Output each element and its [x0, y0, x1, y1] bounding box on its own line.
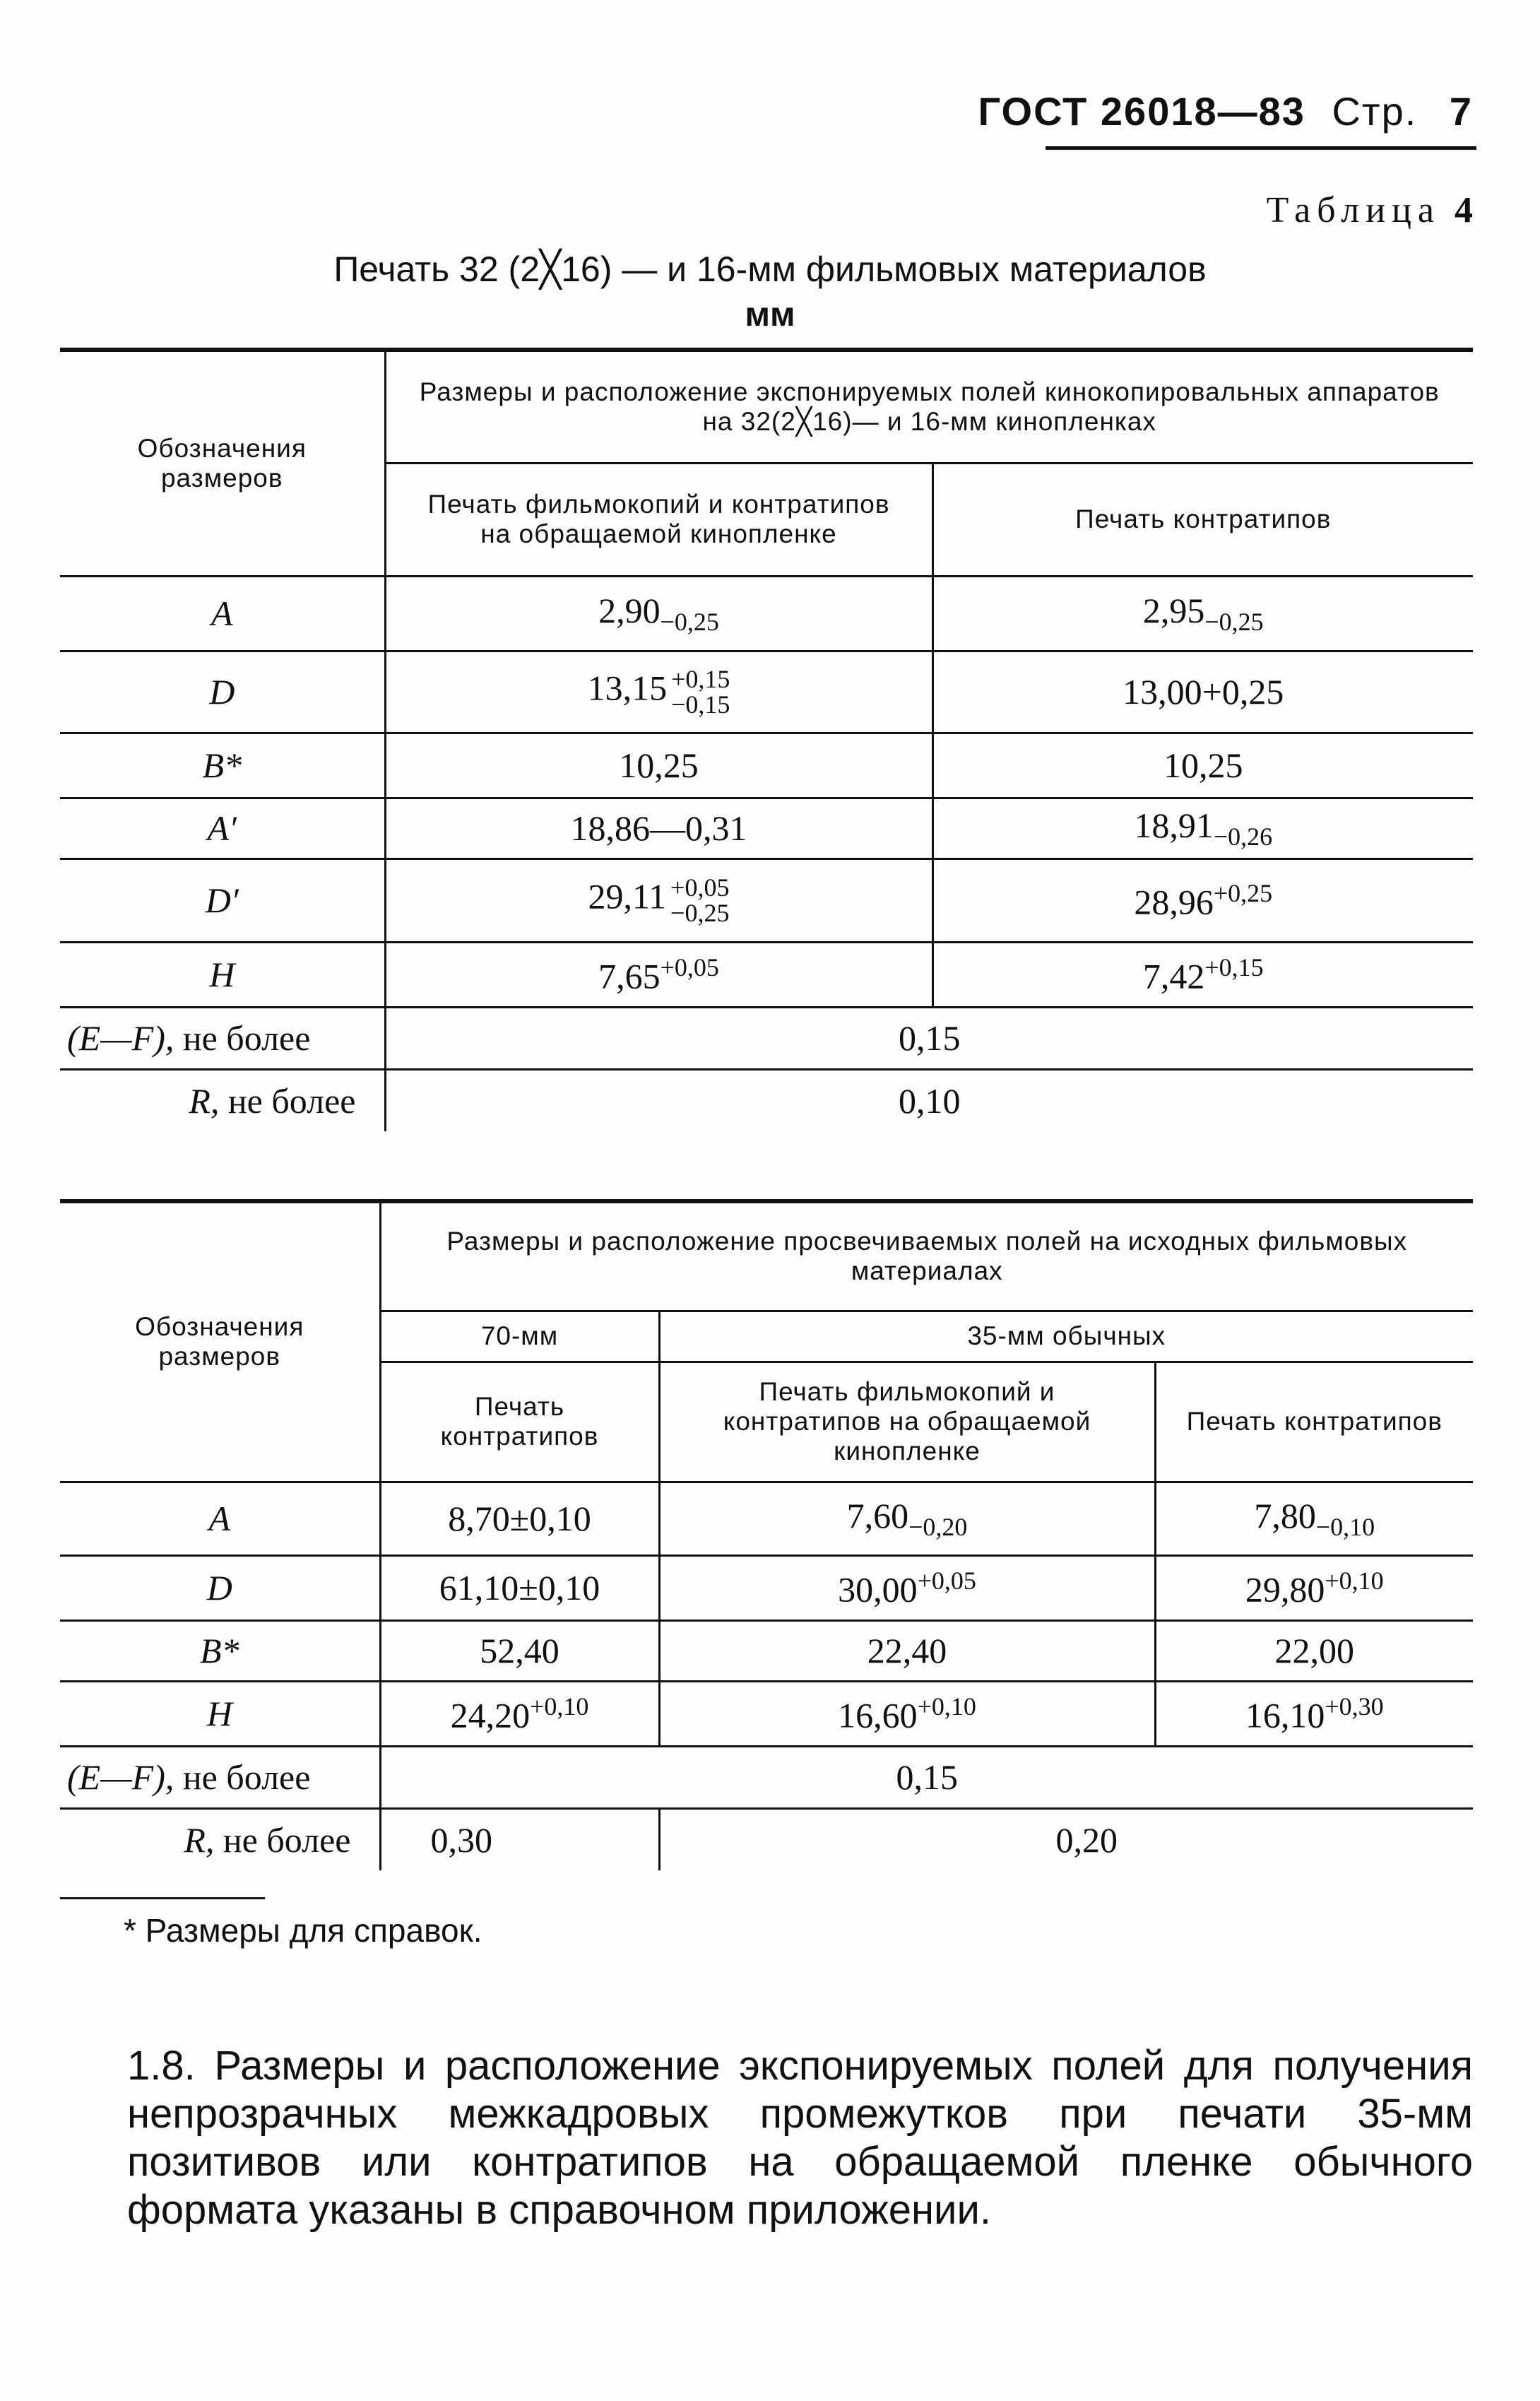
t1-r0-c1: $2,90_{-0,25}$ [385, 576, 932, 651]
t1-r3-c2: $18,91_{-0,26}$ [932, 798, 1473, 859]
t2-r2-c1: 52,40 [380, 1620, 659, 1681]
table-unit: мм [745, 296, 795, 334]
t1-r4-c1: 29,11 +0,05 −0,25 [385, 859, 932, 942]
page-header [978, 88, 1473, 134]
t1-r2-label: B* [60, 733, 385, 798]
table-row [60, 1681, 1473, 1746]
table-row [60, 942, 1473, 1007]
table-row [60, 1069, 1473, 1131]
table-label-word: Таблица [1266, 190, 1440, 230]
t1-ef-label: (E—F), не более [60, 1007, 385, 1069]
t1-r2-c1: 10,25 [385, 733, 932, 798]
t1-r2-c2: 10,25 [932, 733, 1473, 798]
t2-sub-header-1: Печать контратипов [380, 1362, 659, 1482]
table-2 [60, 1199, 1473, 1870]
t1-r5-c2: $7,42^{+0,15}$ [932, 942, 1473, 1007]
t2-r1-label: D [60, 1555, 380, 1620]
table-label-number: 4 [1455, 190, 1473, 230]
t2-r0-c2: $7,60_{-0,20}$ [659, 1482, 1155, 1555]
table-row [60, 651, 1473, 733]
t2-r3-label: H [60, 1681, 380, 1746]
t1-col-label: Обозначения размеров [60, 350, 385, 576]
t1-sub-header-2: Печать контратипов [932, 463, 1473, 576]
t1-r5-c1: $7,65^{+0,05}$ [385, 942, 932, 1007]
t1-r1-label: D [60, 651, 385, 733]
t2-r-label: R, не более [184, 1819, 351, 1860]
table-title: Печать 32 (2╳16) — и 16-мм фильмовых материалов [333, 249, 1207, 289]
t1-ef-value: 0,15 [385, 1007, 1473, 1069]
t1-r0-c2: $2,95_{-0,25}$ [932, 576, 1473, 651]
t1-r-label: R, не более [189, 1080, 356, 1121]
t1-r1-c1: 13,15 +0,15 −0,15 [385, 651, 932, 733]
table-row [60, 1746, 1473, 1808]
t2-r3-c3: $16,10^{+0,30}$ [1155, 1681, 1473, 1746]
t2-r2-c2: 22,40 [659, 1620, 1155, 1681]
table-1 [60, 348, 1473, 1131]
t2-sub-header-2: Печать фильмокопий и контратипов на обращаемой кинопленке [659, 1362, 1155, 1482]
footnote-rule [60, 1897, 265, 1899]
t2-ef-label: (E—F), не более [60, 1746, 380, 1808]
header-rule [1046, 146, 1476, 150]
t2-r3-c1: $24,20^{+0,10}$ [380, 1681, 659, 1746]
t2-r-value-35: 0,20 [659, 1808, 1473, 1870]
table-row [60, 859, 1473, 942]
t2-group-header: Размеры и расположение просвечиваемых полей на исходных фильмовых материалах [380, 1201, 1473, 1311]
page-number: 7 [1449, 89, 1473, 134]
paragraph-text: 1.8. Размеры и расположение экспонируемых полей для получения непрозрачных межкадровых промежутков при печати 35-мм позитивов или контратипов на обращаемой пленке обычного формата указаны в справочном приложении. [127, 2043, 1473, 2233]
t1-sub-header-1: Печать фильмокопий и контратипов на обращаемой кинопленке [385, 463, 932, 576]
t1-r4-c2: $28,96^{+0,25}$ [932, 859, 1473, 942]
t1-r4-label: D′ [60, 859, 385, 942]
doc-number: ГОСТ 26018—83 [978, 89, 1305, 134]
t2-sub-header-3: Печать контратипов [1155, 1362, 1473, 1482]
t2-group-35: 35-мм обычных [659, 1311, 1473, 1362]
table-row [60, 1007, 1473, 1069]
t2-col-label: Обозначения размеров [60, 1201, 380, 1482]
page-label: Стр. [1332, 89, 1418, 134]
table-row [60, 1808, 1473, 1870]
t2-r0-c1: 8,70±0,10 [380, 1482, 659, 1555]
t1-r3-c1: 18,86—0,31 [385, 798, 932, 859]
t2-ef-value: 0,15 [380, 1746, 1473, 1808]
t2-r0-c3: $7,80_{-0,10}$ [1155, 1482, 1473, 1555]
t1-r-value: 0,10 [385, 1069, 1473, 1131]
t1-r5-label: H [60, 942, 385, 1007]
t2-r2-label: B* [60, 1620, 380, 1681]
footnote: * Размеры для справок. [124, 1912, 482, 1949]
t2-r1-c1: 61,10±0,10 [380, 1555, 659, 1620]
t1-r1-c2: 13,00+0,25 [932, 651, 1473, 733]
table-row [60, 733, 1473, 798]
t2-r0-label: A [60, 1482, 380, 1555]
table-row [60, 798, 1473, 859]
t2-r2-c3: 22,00 [1155, 1620, 1473, 1681]
t1-group-header: Размеры и расположение экспонируемых полей кинокопировальных аппаратов на 32(2╳16)— и 16-мм кинопленках [385, 350, 1473, 463]
table-row [60, 1620, 1473, 1681]
t2-r3-c2: $16,60^{+0,10}$ [659, 1681, 1155, 1746]
t1-r3-label: A′ [60, 798, 385, 859]
table-row [60, 576, 1473, 651]
table-row [60, 1555, 1473, 1620]
t2-r1-c2: $30,00^{+0,05}$ [659, 1555, 1155, 1620]
t2-group-70: 70-мм [380, 1311, 659, 1362]
table-row [60, 1482, 1473, 1555]
t2-r1-c3: $29,80^{+0,10}$ [1155, 1555, 1473, 1620]
t2-r-value-70: 0,30 [380, 1808, 659, 1870]
paragraph-1-8 [60, 2042, 1473, 2234]
table-label [1267, 189, 1473, 231]
t1-r0-label: A [60, 576, 385, 651]
